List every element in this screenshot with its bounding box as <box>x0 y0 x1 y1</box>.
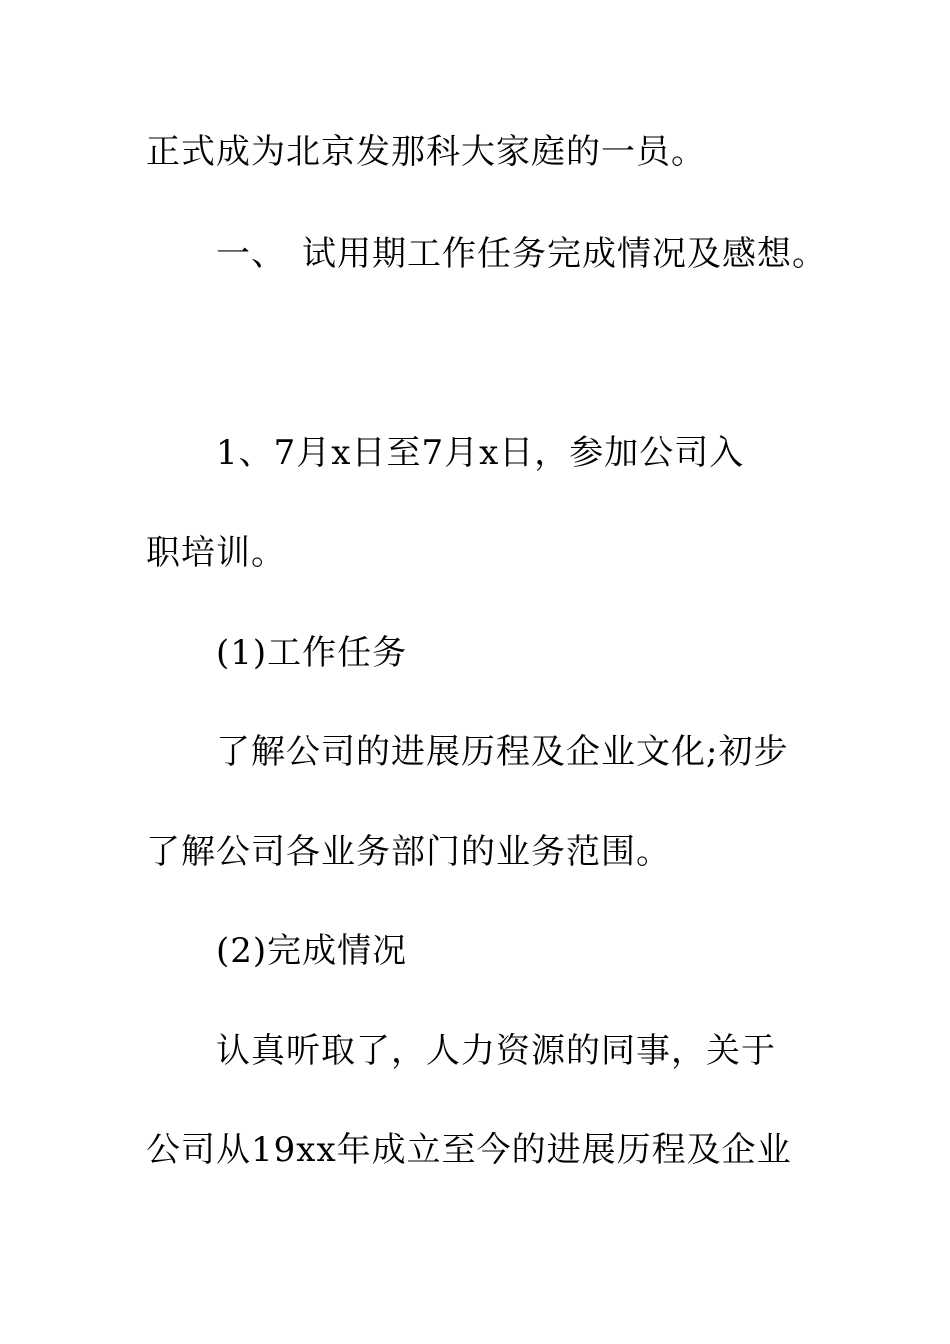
paragraph-line: 职培训。 <box>146 533 286 573</box>
section-heading-title: 试用期工作任务完成情况及感想。 <box>302 234 827 274</box>
section-heading-number: 一、 <box>216 234 286 274</box>
paragraph-line: 了解公司各业务部门的业务范围。 <box>146 832 671 872</box>
paragraph-line: 公司从19xx年成立至今的进展历程及企业 <box>146 1130 792 1170</box>
paragraph-line: 正式成为北京发那科大家庭的一员。 <box>146 132 706 172</box>
paragraph-line: 了解公司的进展历程及企业文化;初步 <box>216 732 789 772</box>
paragraph-line: 认真听取了，人力资源的同事，关于 <box>216 1031 776 1071</box>
subheading-work-task: (1)工作任务 <box>216 633 408 673</box>
subheading-completion: (2)完成情况 <box>216 931 408 971</box>
paragraph-line: 1、7月x日至7月x日，参加公司入 <box>216 433 745 473</box>
